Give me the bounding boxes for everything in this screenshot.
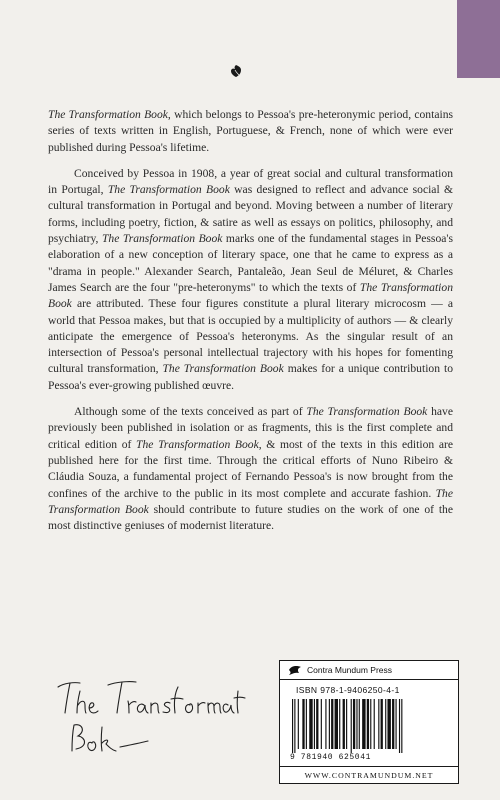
- paragraph-text: have previously been published in isolation or as fragments, this is the first complete and critical edition of: [48, 405, 453, 451]
- publisher-website: WWW.CONTRAMUNDUM.NET: [280, 766, 458, 784]
- paragraph-text: Although some of the texts conceived as part of: [74, 405, 307, 419]
- publisher-name: Contra Mundum Press: [307, 665, 393, 675]
- paragraph-text: , which belongs to Pessoa's pre-heteronymic period, contains series of texts written in English, Portuguese, & French, none of which were ever published during Pessoa's lifetime.: [48, 108, 454, 154]
- book-title-italic: The Transformation Book: [48, 486, 453, 516]
- back-cover-description: [48, 107, 453, 544]
- book-title-italic: The Transformation Book: [107, 183, 230, 197]
- book-title-italic: The Transformation Book: [136, 437, 259, 451]
- paragraph-text: marks one of the fundamental stages in Pessoa's elaboration of a new conception of literary space, one that he came to express as a "drama in people." Alexander Search, Pantaleão, Jean Seul de Méluret, & Charles James Search are the four "pre-heteronyms" to which the texts of: [48, 232, 453, 294]
- book-title-italic: The Transformation Book: [101, 232, 223, 246]
- paragraph-3: [48, 404, 453, 534]
- barcode-digits: 9 781940 625041: [290, 753, 372, 762]
- paragraph-text: should contribute to future studies on the work of one of the most distinctive geniuses of modernist literature.: [48, 502, 453, 533]
- publisher-row: [280, 661, 458, 680]
- paragraph-text: makes for a unique contribution to Pessoa's ever-growing published œuvre.: [48, 362, 453, 392]
- handwritten-signature: [50, 665, 250, 755]
- book-title-italic: The Transformation Book: [162, 362, 284, 376]
- isbn-number: ISBN 978-1-9406250-4-1: [296, 685, 400, 695]
- paragraph-text: are attributed. These four figures constitute a plural literary microcosm — a world that Pessoa makes, but that is occupied by a multiplicity of authors — & clearly anticipate the emergence of Pessoa's heteronyms. As the singular result of an intersection of Pessoa's personal intellectual trajectory with his hopes for fomenting cultural transformation,: [48, 297, 453, 376]
- leaf-ornament-icon: [229, 64, 243, 78]
- barcode-panel: [279, 660, 459, 784]
- barcode-image: [292, 699, 446, 753]
- book-title-italic: The Transformation Book: [48, 108, 168, 121]
- paragraph-text: was designed to reflect and advance social & cultural transformation in Portugal and beyond. Moving between a number of literary forms, including poetry, fiction, & satire as well as essays on politics, philosophy, and psychiatry,: [48, 183, 454, 246]
- book-title-italic: The Transformation Book: [48, 280, 453, 311]
- paragraph-text: Conceived by Pessoa in 1908, a year of great social and cultural transformation in Portugal,: [48, 166, 453, 197]
- purple-corner-tab: [457, 0, 500, 78]
- paragraph-2: [48, 166, 453, 394]
- paragraph-1: [48, 107, 453, 156]
- paragraph-text: , & most of the texts in this edition are published here for the first time. Through the critical efforts of Nuno Ribeiro & Cláudia Souza, a fundamental project of Fernando Pessoa's is now brought from the confines of the archive to the public in its most complete and accurate fashion.: [48, 437, 453, 500]
- book-title-italic: The Transformation Book: [306, 405, 428, 419]
- publisher-logo-icon: [288, 664, 302, 676]
